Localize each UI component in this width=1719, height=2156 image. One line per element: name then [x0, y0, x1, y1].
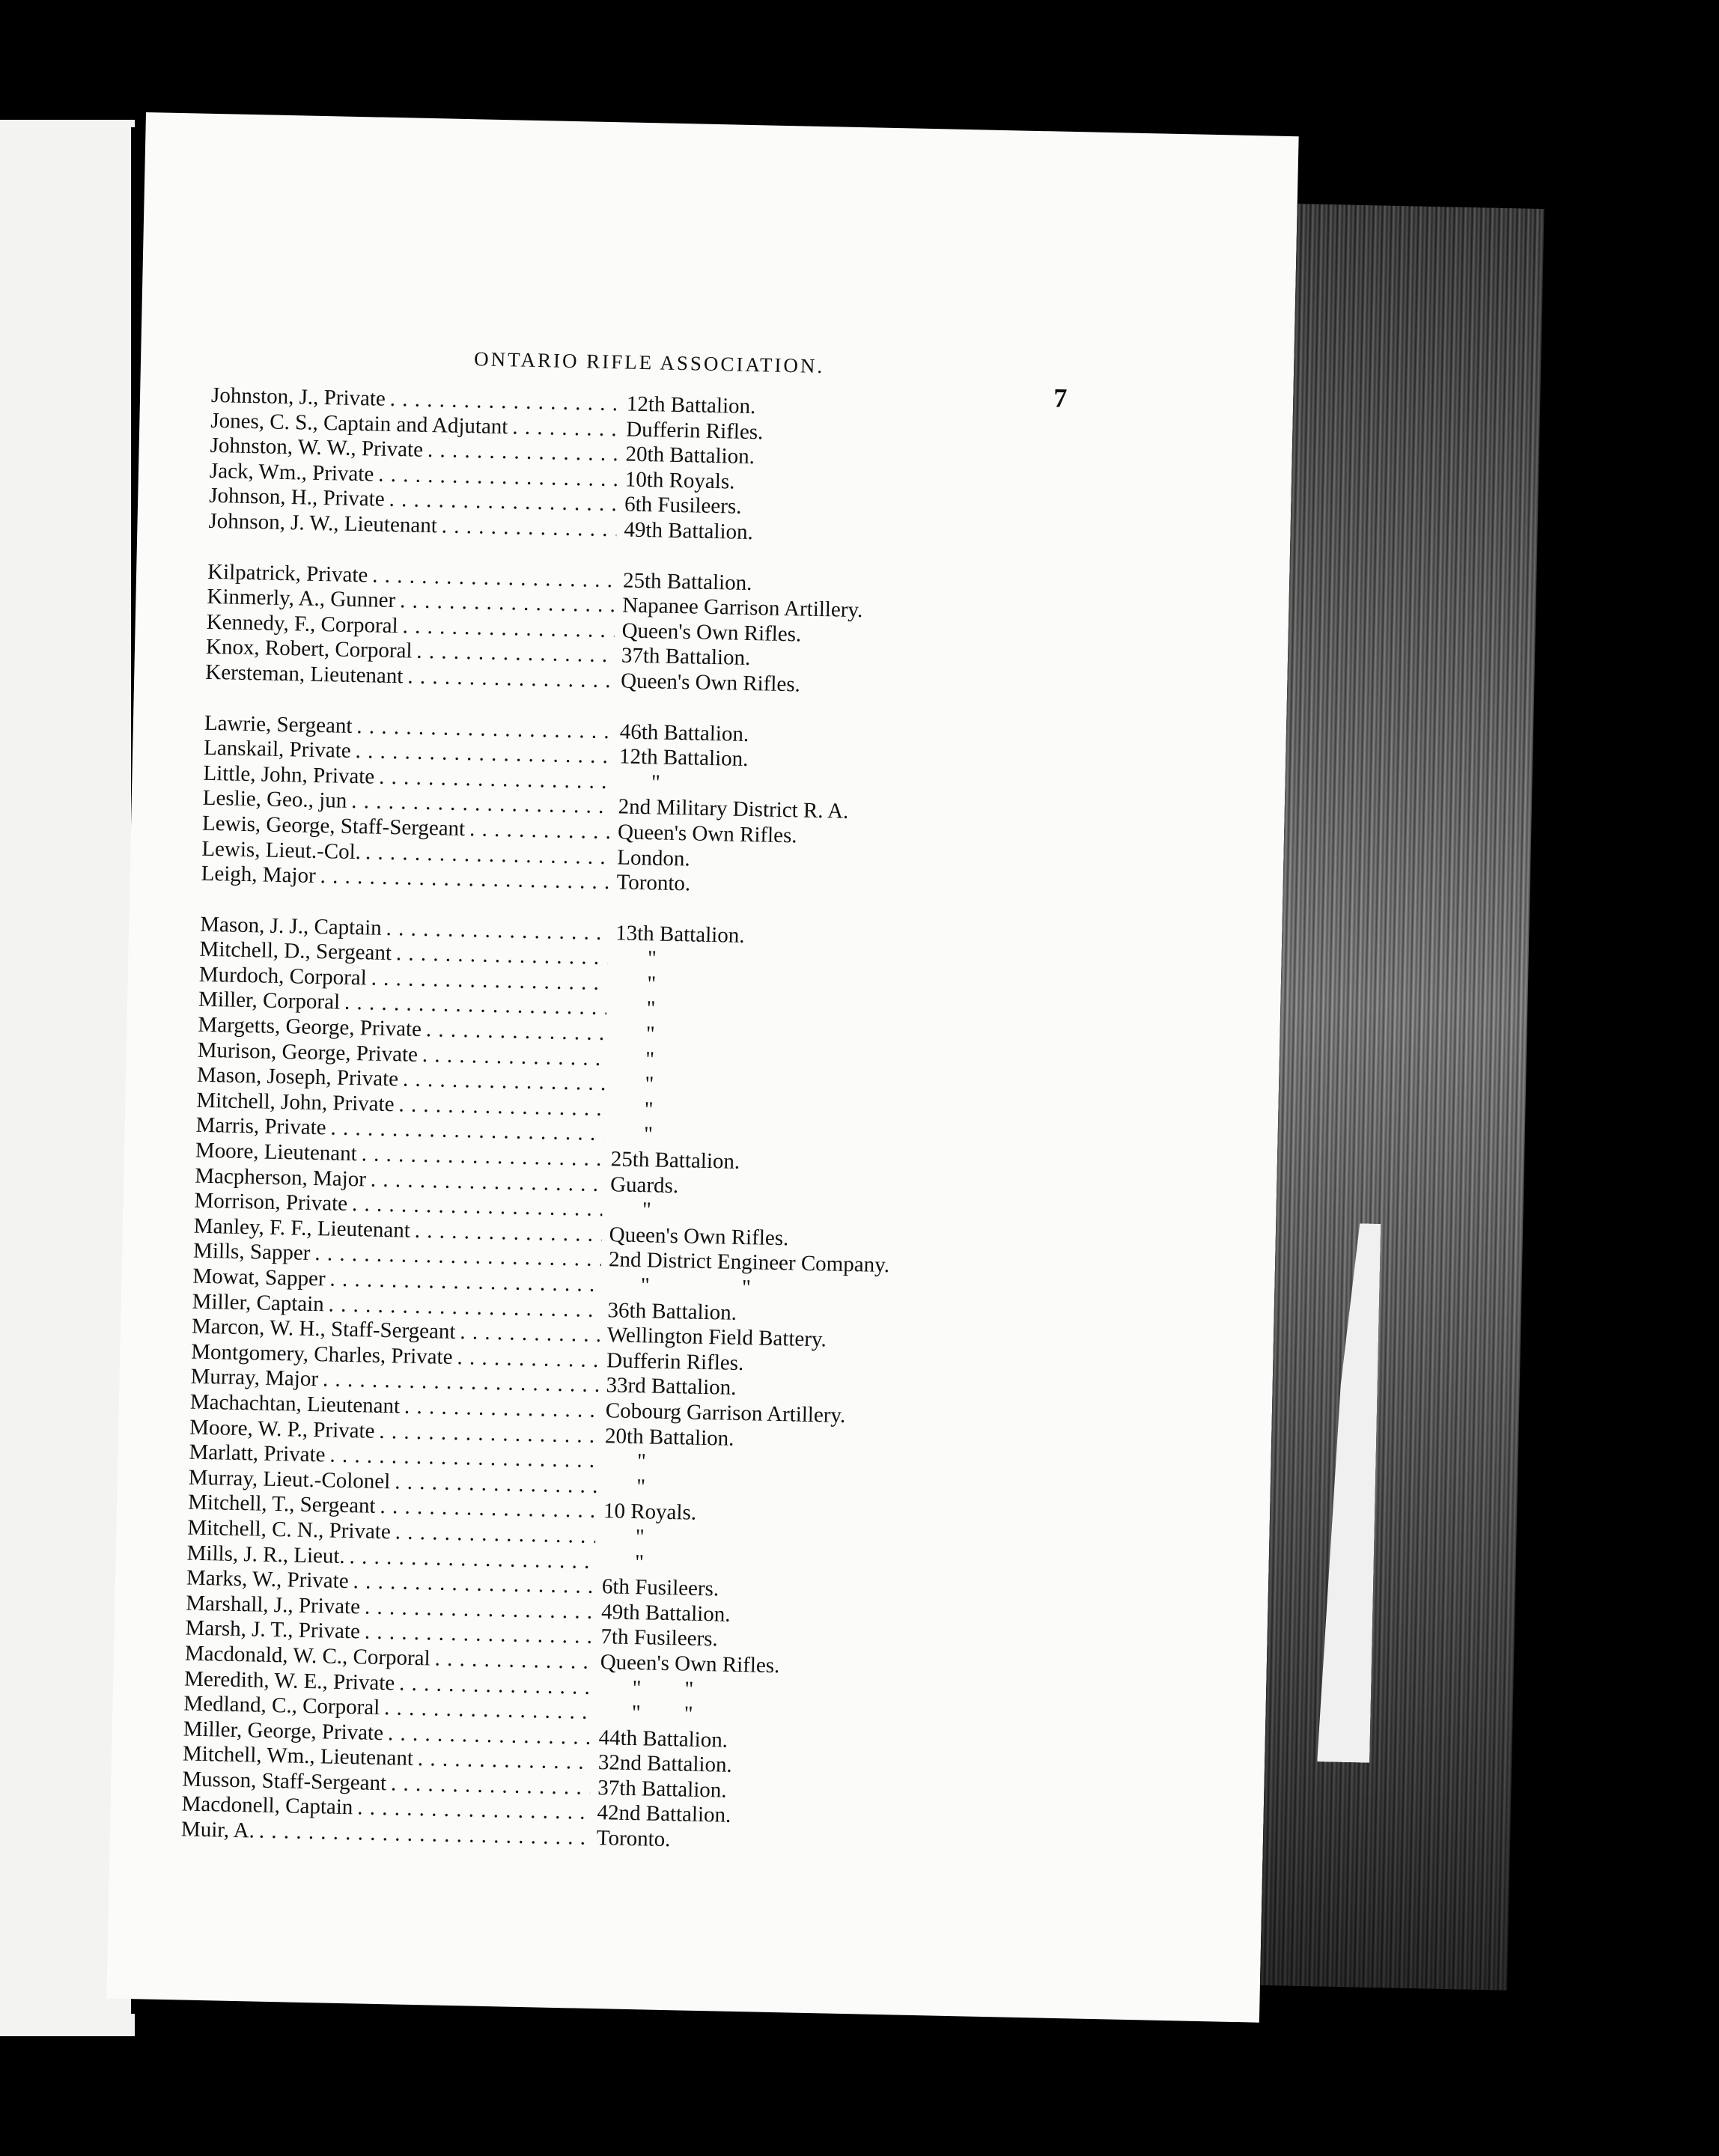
entry-unit: 36th Battalion. — [607, 1297, 737, 1325]
entry-unit: " — [615, 945, 657, 971]
leader-dots — [404, 1395, 598, 1424]
entry-name: Lewis, Lieut.-Col. — [201, 836, 362, 864]
leader-dots — [512, 415, 619, 442]
entry-name: Johnston, W. W., Private — [210, 433, 424, 463]
running-head: ONTARIO RIFLE ASSOCIATION. — [473, 347, 825, 378]
entry-unit: 25th Battalion. — [610, 1147, 740, 1174]
entry-unit: 20th Battalion. — [625, 442, 755, 469]
entry-unit: " " — [599, 1700, 693, 1726]
entry-name: Murdoch, Corporal — [198, 962, 368, 990]
entry-name: Moore, Lieutenant — [195, 1138, 358, 1166]
entry-unit: " — [618, 770, 661, 795]
entry-name: Murray, Lieut.-Colonel — [188, 1465, 391, 1493]
entry-unit: Guards. — [609, 1172, 679, 1198]
entry-name: Jack, Wm., Private — [209, 458, 374, 487]
entry-unit: Queen's Own Rifles. — [617, 820, 797, 848]
entry-name: Macdonald, W. C., Corporal — [184, 1641, 430, 1671]
entry-unit: " — [602, 1524, 645, 1550]
page-edges-shading — [1260, 204, 1545, 1990]
entry-unit: " " — [607, 1273, 752, 1300]
entry-unit: Toronto. — [616, 870, 691, 896]
entry-name: Lawrie, Sergeant — [204, 710, 353, 738]
entry-name: Kinmerly, A., Gunner — [207, 585, 396, 613]
entry-name: Mitchell, Wm., Lieutenant — [182, 1741, 414, 1771]
leader-dots — [395, 1470, 597, 1499]
entry-name: Muir, A. — [180, 1817, 255, 1843]
entry-unit: 12th Battalion. — [618, 744, 749, 772]
entry-name: Marcon, W. H., Staff-Sergeant — [191, 1314, 456, 1345]
entry-unit: " — [604, 1449, 647, 1474]
page-number: 7 — [1053, 383, 1068, 413]
leader-dots — [422, 1043, 606, 1072]
entry-unit: 32nd Battalion. — [597, 1750, 733, 1778]
leader-dots — [403, 1068, 606, 1097]
entry-unit: Queen's Own Rifles. — [621, 618, 802, 647]
entry-unit: Dufferin Rifles. — [625, 417, 764, 444]
book-page-block — [106, 112, 1643, 2052]
entry-unit: Napanee Garrison Artillery. — [622, 593, 863, 623]
entry-unit: 2nd Military District R. A. — [618, 794, 849, 824]
entry-unit: 10 Royals. — [603, 1499, 697, 1526]
entry-unit: " — [613, 1021, 656, 1047]
entry-name: Miller, Captain — [192, 1289, 325, 1316]
entry-name: Mitchell, T., Sergeant — [187, 1490, 376, 1519]
leader-dots — [395, 1520, 595, 1549]
entry-name: Lewis, George, Staff-Sergeant — [201, 811, 466, 841]
entry-name: Miller, Corporal — [198, 987, 341, 1015]
entry-unit: Queen's Own Rifles. — [600, 1650, 780, 1678]
entry-name: Johnson, J. W., Lieutenant — [208, 508, 438, 538]
entry-name: Marsh, J. T., Private — [185, 1616, 361, 1644]
entry-unit: 49th Battalion. — [600, 1599, 731, 1627]
entry-unit: London. — [616, 844, 691, 871]
leader-dots — [416, 639, 614, 669]
entry-name: Mitchell, D., Sergeant — [199, 937, 392, 966]
entry-name: Murison, George, Private — [197, 1038, 419, 1067]
entry-unit: 2nd District Engineer Company. — [608, 1247, 890, 1278]
entry-unit: 7th Fusileers. — [600, 1624, 719, 1651]
entry-name: Manley, F. F., Lieutenant — [193, 1213, 411, 1243]
entry-unit: " — [613, 996, 656, 1021]
entry-name: Marlatt, Private — [189, 1440, 326, 1467]
entry-name: Montgomery, Charles, Private — [191, 1339, 453, 1369]
entry-unit: " — [602, 1549, 645, 1574]
entry-name: Machachtan, Lieutenant — [189, 1389, 401, 1419]
entry-unit: " — [603, 1473, 646, 1499]
entry-unit: Toronto. — [596, 1826, 671, 1852]
entry-name: Lanskail, Private — [203, 735, 352, 764]
entry-unit: 37th Battalion. — [597, 1776, 727, 1803]
leader-dots — [388, 1721, 591, 1750]
entry-unit: 6th Fusileers. — [601, 1574, 719, 1601]
entry-name: Margetts, George, Private — [198, 1012, 422, 1042]
entry-unit: " — [612, 1046, 655, 1072]
entry-unit: " — [611, 1097, 654, 1122]
entry-unit: 25th Battalion. — [622, 568, 752, 595]
entry-name: Kilpatrick, Private — [207, 559, 368, 587]
entry-unit: 12th Battalion. — [626, 392, 756, 419]
entry-name: Mitchell, C. N., Private — [187, 1515, 392, 1544]
entry-unit: 13th Battalion. — [615, 921, 745, 948]
leader-dots — [391, 1771, 591, 1800]
entry-name: Murray, Major — [190, 1364, 319, 1392]
entry-name: Kersteman, Lieutenant — [205, 660, 404, 689]
entry-name: Meredith, W. E., Private — [183, 1666, 395, 1695]
entry-name: Marshall, J., Private — [185, 1591, 361, 1619]
entry-unit: 37th Battalion. — [621, 643, 751, 671]
leader-dots — [418, 1747, 591, 1775]
entry-name: Medland, C., Corporal — [183, 1691, 380, 1720]
entry-name: Musson, Staff-Sergeant — [182, 1767, 387, 1796]
leader-dots — [398, 1092, 604, 1121]
entry-name: Mitchell, John, Private — [196, 1088, 395, 1117]
leader-dots — [460, 1320, 600, 1348]
entry-name: Mills, Sapper — [192, 1239, 311, 1266]
entry-name: Johnston, J., Private — [210, 383, 386, 411]
entry-unit: " " — [599, 1675, 694, 1702]
entry-name: Morrison, Private — [194, 1188, 348, 1216]
leader-dots — [415, 1219, 603, 1248]
entry-unit: " — [609, 1197, 652, 1222]
entry-unit: 44th Battalion. — [598, 1725, 728, 1752]
entry-unit: 10th Royals. — [624, 467, 735, 494]
entry-name: Jones, C. S., Captain and Adjutant — [210, 408, 508, 439]
entry-unit: " — [612, 1071, 654, 1097]
entry-unit: 33rd Battalion. — [606, 1373, 737, 1401]
leader-dots — [428, 438, 618, 467]
entry-unit: Dufferin Rifles. — [606, 1348, 744, 1375]
entry-unit: Queen's Own Rifles. — [609, 1222, 789, 1251]
entry-name: Moore, W. P., Private — [189, 1415, 375, 1443]
roster-list — [181, 383, 1058, 1860]
entry-name: Mason, Joseph, Private — [196, 1062, 399, 1091]
entry-unit: " — [614, 971, 657, 996]
entry-name: Leslie, Geo., jun — [202, 786, 347, 814]
leader-dots — [426, 1017, 606, 1047]
entry-name: Macdonell, Captain — [181, 1791, 353, 1820]
leader-dots — [457, 1345, 599, 1374]
entry-unit: 49th Battalion. — [624, 517, 754, 545]
leader-dots — [399, 1671, 593, 1700]
entry-name: Little, John, Private — [203, 761, 375, 789]
entry-unit: 20th Battalion. — [604, 1423, 734, 1451]
leader-dots — [434, 1646, 593, 1675]
entry-name: Mills, J. R., Lieut. — [186, 1541, 346, 1568]
entry-name: Marks, W., Private — [186, 1565, 349, 1594]
entry-name: Kennedy, F., Corporal — [206, 609, 398, 638]
entry-name: Mowat, Sapper — [192, 1264, 326, 1291]
entry-unit: 46th Battalion. — [619, 719, 749, 746]
leader-dots — [320, 864, 609, 895]
entry-unit: " — [611, 1121, 654, 1147]
entry-unit: Wellington Field Battery. — [606, 1323, 827, 1352]
entry-name: Mason, J. J., Captain — [199, 912, 383, 940]
entry-unit: Queen's Own Rifles. — [620, 669, 801, 697]
entry-name: Johnson, H., Private — [208, 484, 385, 512]
entry-unit: 42nd Battalion. — [597, 1800, 731, 1828]
entry-name: Marris, Private — [195, 1113, 326, 1140]
leader-dots — [407, 664, 614, 693]
leader-dots — [441, 514, 616, 542]
page — [106, 112, 1298, 2023]
entry-unit: Cobourg Garrison Artillery. — [605, 1398, 846, 1428]
entry-unit: 6th Fusileers. — [624, 492, 742, 520]
entry-name: Leigh, Major — [201, 861, 317, 889]
entry-name: Miller, George, Private — [183, 1717, 384, 1745]
leader-dots — [469, 817, 611, 845]
entry-name: Knox, Robert, Corporal — [205, 635, 413, 663]
entry-name: Macpherson, Major — [194, 1163, 367, 1192]
